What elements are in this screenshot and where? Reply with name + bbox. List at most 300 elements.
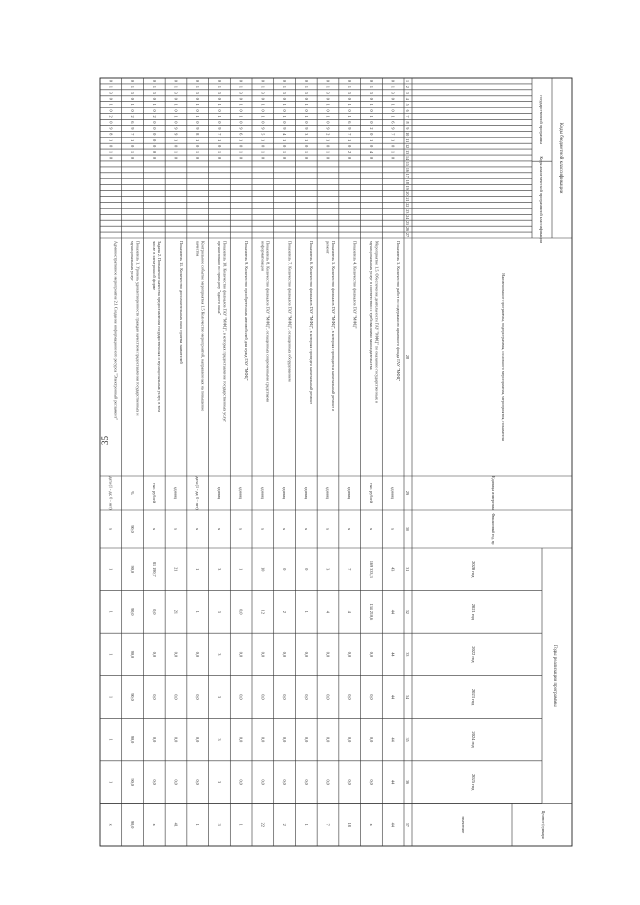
header-y2025: 2025 год bbox=[471, 774, 476, 791]
table-row-code: 3 bbox=[195, 91, 201, 94]
table-row-value: 0,0 bbox=[282, 736, 288, 743]
table-row-unit: тыс. рублей bbox=[368, 483, 374, 503]
table-row-code: 0 bbox=[108, 121, 114, 124]
table-row-code: 0 bbox=[238, 97, 244, 100]
column-number: 17 bbox=[405, 173, 410, 178]
table-row-code: 8 bbox=[108, 133, 114, 136]
table-row-code: 0 bbox=[238, 145, 244, 148]
table-row-code: 0 bbox=[390, 79, 396, 83]
table-row-value: 0,0 bbox=[325, 694, 331, 700]
table-row-code: 1 bbox=[368, 85, 374, 88]
table-row-code: 0 bbox=[303, 97, 309, 100]
header-y2021: 2021 год bbox=[471, 603, 476, 620]
table-row-unit: дата (1 - да; 0 - нет) bbox=[108, 476, 114, 510]
table-border bbox=[100, 78, 572, 846]
table-row-fin: х bbox=[390, 527, 396, 531]
table-row-value: 0,0 bbox=[303, 694, 309, 700]
table-row-code: 0 bbox=[108, 145, 114, 148]
table-row-code: 1 bbox=[216, 85, 222, 88]
table-row-code: 0 bbox=[260, 145, 266, 148]
table-row-code: 0 bbox=[368, 97, 374, 100]
table-row-code: 1 bbox=[347, 85, 353, 88]
table-row-value: 0,0 bbox=[173, 694, 179, 700]
table-row-value: 10 bbox=[260, 567, 266, 572]
table-row-code: 3 bbox=[303, 133, 309, 136]
table-row-value: 0,0 bbox=[151, 651, 157, 658]
table-row-value: 0,0 bbox=[195, 651, 201, 658]
table-row-code: 0 bbox=[260, 79, 266, 83]
table-row-fin: х bbox=[216, 527, 222, 531]
table-row-code: 0 bbox=[216, 79, 222, 83]
table-row-code: 0 bbox=[282, 156, 288, 160]
table-row-code: 0 bbox=[238, 156, 244, 160]
table-row-code: 1 bbox=[282, 103, 288, 106]
table-rotated-group bbox=[100, 78, 572, 846]
table-row-value: 7 bbox=[325, 823, 331, 826]
table-row-code: 6 bbox=[238, 133, 244, 136]
table-row-code: 0 bbox=[130, 97, 136, 100]
table-row-value: 0,0 bbox=[151, 609, 157, 615]
table-row-code: 7 bbox=[216, 133, 222, 136]
table-row-code: 3 bbox=[216, 91, 222, 94]
column-number: 20 bbox=[405, 191, 410, 196]
table-row-value: 0,0 bbox=[282, 651, 288, 658]
table-row-code: 7 bbox=[347, 133, 353, 136]
table-row-code: 1 bbox=[108, 151, 114, 154]
table-row-code: 0 bbox=[347, 97, 353, 100]
table-row-value: 1 bbox=[303, 823, 309, 826]
table-row-name: Показатель 8. Количество филиалов ГАУ "МФЦ", оснащенных современными средствамиинформатизации bbox=[260, 241, 271, 403]
table-row-code: 1 bbox=[173, 103, 179, 106]
table-row-code: 2 bbox=[130, 115, 136, 118]
table-row-value: 21 bbox=[173, 567, 179, 572]
table-row-unit: единиц bbox=[238, 486, 244, 500]
table-row-code: 3 bbox=[260, 91, 266, 94]
table-row-code: 0 bbox=[368, 156, 374, 160]
table-row-code: 0 bbox=[368, 145, 374, 148]
table-row-code: 0 bbox=[130, 145, 136, 148]
header-y2024: 2024 год bbox=[471, 731, 476, 748]
table-row-value: 169 333,3 bbox=[368, 560, 374, 578]
table-row-code: 1 bbox=[303, 151, 309, 154]
table-row-code: 2 bbox=[151, 115, 157, 118]
column-number: 2 bbox=[405, 85, 410, 88]
column-number: 30 bbox=[405, 527, 410, 531]
table-row-value: 44 bbox=[390, 652, 396, 657]
table-row-value: 0,0 bbox=[173, 736, 179, 743]
table-row-code: 0 bbox=[130, 79, 136, 83]
column-number: 6 bbox=[405, 109, 410, 112]
table-row-value: 1 bbox=[303, 610, 309, 613]
table-row-code: 2 bbox=[325, 133, 331, 136]
table-row-name: Показатель 5. Количество филиалов ГАУ "МФЦ", в которых проводится капитальный ремонт иремонт bbox=[325, 241, 336, 412]
table-row-code: 1 bbox=[303, 103, 309, 106]
table-row-name: Показатель 6. Количество филиалов ГАУ "МФЦ", в которых проведен капитальный ремонт bbox=[309, 241, 315, 405]
column-number: 25 bbox=[405, 221, 410, 226]
table-row-code: 0 bbox=[108, 97, 114, 100]
table-row-code: 0 bbox=[151, 151, 157, 154]
table-row-code: 1 bbox=[173, 85, 179, 88]
table-row-code: 0 bbox=[260, 156, 266, 160]
table-row-code: 1 bbox=[260, 115, 266, 118]
table-row-value: 2 bbox=[282, 610, 288, 613]
table-row-code: 3 bbox=[282, 91, 288, 94]
header-fin: Финансовый год, пр bbox=[491, 513, 495, 545]
table-row-code: 7 bbox=[130, 133, 136, 136]
table-row-code: 0 bbox=[151, 127, 157, 130]
table-row-code: 3 bbox=[173, 91, 179, 94]
table-row-value: 7 bbox=[347, 568, 353, 571]
table-row-value: 3 bbox=[216, 568, 222, 571]
table-row-code: 0 bbox=[303, 121, 309, 124]
column-number: 19 bbox=[405, 185, 410, 190]
table-row-value: х bbox=[368, 823, 374, 826]
column-number: 13 bbox=[405, 150, 410, 155]
table-row-value: 0,0 bbox=[347, 694, 353, 700]
table-row-code: 6 bbox=[347, 121, 353, 124]
table-row-code: 7 bbox=[390, 133, 396, 136]
table-row-value: 21 bbox=[173, 609, 179, 614]
table-row-code: 2 bbox=[108, 115, 114, 118]
table-row-fin: х bbox=[325, 527, 331, 531]
table-row-value: 0,0 bbox=[325, 779, 331, 785]
table-row-code: 0 bbox=[282, 121, 288, 124]
table-row-value: 43 bbox=[390, 567, 396, 572]
table-row-value: 1 bbox=[108, 781, 114, 784]
table-row-value: 0,0 bbox=[173, 651, 179, 658]
table-row-code: 0 bbox=[260, 97, 266, 100]
table-row-code: 0 bbox=[282, 145, 288, 148]
table-row-value: 3 bbox=[216, 738, 222, 741]
table-row-fin: х bbox=[108, 527, 114, 531]
table-row-code: 0 bbox=[173, 109, 179, 112]
table-row-unit: единиц bbox=[173, 486, 179, 500]
table-row-value: 0 bbox=[282, 568, 288, 571]
table-row-fin: х bbox=[238, 527, 244, 531]
table-row-code: 1 bbox=[130, 103, 136, 106]
table-row-value: 90,0 bbox=[130, 565, 136, 573]
table-row-code: 1 bbox=[260, 85, 266, 88]
header-gos: государственной программы bbox=[539, 95, 544, 145]
table-row-code: 0 bbox=[282, 79, 288, 83]
table-row-code: 1 bbox=[282, 139, 288, 142]
table-row-code: 1 bbox=[130, 151, 136, 154]
table-row-value: 0,0 bbox=[368, 651, 374, 658]
table-row-value: 0,0 bbox=[282, 779, 288, 785]
table-row-fin: х bbox=[260, 527, 266, 531]
table-row-value: 0,0 bbox=[368, 736, 374, 743]
table-row-code: 1 bbox=[151, 103, 157, 106]
table-row-code: 0 bbox=[238, 79, 244, 83]
table-row-code: 1 bbox=[130, 139, 136, 142]
table-row-value: х bbox=[151, 823, 157, 826]
table-row-value: 0,0 bbox=[347, 779, 353, 785]
table-row-code: 0 bbox=[368, 79, 374, 83]
column-number: 22 bbox=[405, 203, 410, 208]
table-row-value: 0,0 bbox=[195, 694, 201, 700]
column-number: 27 bbox=[405, 233, 410, 238]
table-row-code: 1 bbox=[108, 139, 114, 142]
page-number: 35 bbox=[100, 436, 110, 445]
table-row-code: 1 bbox=[195, 139, 201, 142]
table-row-value: 1 bbox=[108, 738, 114, 741]
table-row-code: 0 bbox=[238, 109, 244, 112]
table-row-code: 1 bbox=[216, 151, 222, 154]
table-row-code: 3 bbox=[368, 91, 374, 94]
table-row-code: 1 bbox=[238, 115, 244, 118]
table-row-value: 22 bbox=[260, 822, 266, 827]
column-number: 18 bbox=[405, 179, 410, 184]
column-number: 35 bbox=[405, 737, 410, 742]
table-row-code: 1 bbox=[238, 139, 244, 142]
table-row-code: 2 bbox=[347, 151, 353, 154]
table-row-value: 0,0 bbox=[260, 779, 266, 785]
table-row-code: 0 bbox=[303, 109, 309, 112]
table-row-code: 0 bbox=[303, 145, 309, 148]
column-number: 7 bbox=[405, 115, 410, 118]
table-row-code: 5 bbox=[260, 133, 266, 136]
table-row-code: 0 bbox=[347, 156, 353, 160]
table-row-value: 0,0 bbox=[151, 779, 157, 785]
table-row-name: Показатель 1. Уровень удовлетворенности граждан качеством предоставления государственных имуниципальных услуг bbox=[130, 241, 141, 416]
table-row-code: 1 bbox=[238, 85, 244, 88]
header-kbk: Коды бюджетной классификации bbox=[558, 122, 563, 194]
table-row-unit: тыс. рублей bbox=[151, 483, 157, 503]
table-row-fin: х bbox=[347, 527, 353, 531]
header-y2020: 2020 год bbox=[471, 561, 476, 578]
table-row-code: 1 bbox=[108, 85, 114, 88]
table-row-code: 1 bbox=[108, 103, 114, 106]
column-number: 15 bbox=[405, 161, 410, 166]
table-row-value: 41 bbox=[173, 822, 179, 827]
table-row-name: Показатель 3. Количество работ по содержанию архивного фонда ГАУ "МФЦ" bbox=[396, 241, 401, 382]
table-row-code: 0 bbox=[151, 156, 157, 160]
table-row-code: 1 bbox=[260, 103, 266, 106]
table-row-code: 1 bbox=[216, 139, 222, 142]
table-row-code: 0 bbox=[368, 133, 374, 136]
table-row-code: 0 bbox=[130, 109, 136, 112]
table-row-value: 44 bbox=[390, 780, 396, 785]
table-row-value: 1 bbox=[195, 823, 201, 826]
table-row-value: 90,0 bbox=[130, 735, 136, 744]
table-row-name: Показатель 10. Количество филиалов ГАУ "МФЦ", в которых предоставление государственных услугорганизовано по принципу "одного окна" bbox=[217, 241, 228, 423]
table-row-fin: 90,0 bbox=[130, 525, 136, 533]
table-row-value: 0,0 bbox=[195, 779, 201, 785]
table-row-value: 90,0 bbox=[130, 693, 136, 701]
column-number: 5 bbox=[405, 103, 410, 106]
table-row-value: 4 bbox=[347, 610, 353, 613]
table-row-value: 44 bbox=[390, 822, 396, 827]
table-row-value: 0,0 bbox=[173, 779, 179, 785]
column-number: 11 bbox=[405, 138, 410, 143]
column-number: 10 bbox=[405, 132, 410, 137]
table-row-code: 0 bbox=[195, 145, 201, 148]
table-row-value: 0,0 bbox=[238, 779, 244, 785]
column-number: 16 bbox=[405, 167, 410, 172]
table-row-value: 44 bbox=[390, 737, 396, 742]
table-row-code: 1 bbox=[216, 115, 222, 118]
table-row-code: 1 bbox=[368, 103, 374, 106]
table-row-code: 3 bbox=[347, 91, 353, 94]
header-kbk-sub: Коды аналитической программной классификации bbox=[539, 156, 544, 243]
table-row-code: 1 bbox=[303, 85, 309, 88]
table-row-code: 9 bbox=[238, 127, 244, 130]
table-row-code: 9 bbox=[216, 127, 222, 130]
table-row-value: 44 bbox=[390, 609, 396, 614]
table-row-code: 1 bbox=[325, 151, 331, 154]
table-row-value: 0,0 bbox=[260, 736, 266, 743]
table-row-code: 0 bbox=[151, 139, 157, 142]
table-row-code: 1 bbox=[282, 85, 288, 88]
table-row-code: 0 bbox=[195, 121, 201, 124]
table-row-unit: единиц bbox=[325, 486, 331, 500]
table-row-code: 0 bbox=[195, 156, 201, 160]
table-row-value: 90,0 bbox=[130, 650, 136, 659]
table-row-code: 3 bbox=[151, 91, 157, 94]
column-number: 23 bbox=[405, 209, 410, 214]
table-row-value: 90,0 bbox=[130, 608, 136, 616]
table-row-code: 1 bbox=[195, 85, 201, 88]
table-row-value: 0,0 bbox=[347, 651, 353, 658]
column-number: 28 bbox=[405, 355, 410, 359]
table-row-code: 0 bbox=[347, 109, 353, 112]
table-row-value: 2 bbox=[282, 823, 288, 826]
table-row-value: 0,0 bbox=[368, 779, 374, 785]
table-row-code: 0 bbox=[108, 109, 114, 112]
table-row-code: 0 bbox=[151, 145, 157, 148]
table-row-unit: дата (1 - да; 0 - нет) bbox=[195, 476, 201, 510]
table-row-code: 9 bbox=[347, 127, 353, 130]
table-row-code: 0 bbox=[216, 145, 222, 148]
column-number: 8 bbox=[405, 121, 410, 124]
table-row-value: 0,0 bbox=[303, 651, 309, 658]
column-number: 26 bbox=[405, 227, 410, 232]
table-row-code: 0 bbox=[195, 79, 201, 83]
table-row-code: 1 bbox=[390, 115, 396, 118]
table-row-code: 1 bbox=[303, 115, 309, 118]
table-row-code: 0 bbox=[390, 156, 396, 160]
table-row-value: 0,0 bbox=[151, 736, 157, 743]
table-row-code: 0 bbox=[195, 97, 201, 100]
header-years: Годы реализации программы bbox=[552, 644, 557, 707]
table-row-value: 1 bbox=[108, 610, 114, 613]
table-row-fin: х bbox=[303, 527, 309, 531]
table-row-value: 0,0 bbox=[303, 779, 309, 785]
table-row-code: 9 bbox=[260, 127, 266, 130]
table-row-unit: единиц bbox=[216, 486, 222, 500]
table-row-code: 1 bbox=[130, 85, 136, 88]
table-row-code: 3 bbox=[108, 91, 114, 94]
table-row-name: Показатель 7. Количество филиалов ГАУ "МФЦ", оснащенных оборудованием bbox=[287, 241, 293, 382]
table-row-code: 0 bbox=[282, 109, 288, 112]
table-row-unit: единиц bbox=[347, 486, 353, 500]
table-row-code: 4 bbox=[282, 133, 288, 136]
table-row-code: 0 bbox=[216, 156, 222, 160]
table-row-value: 0,0 bbox=[238, 694, 244, 700]
column-number: 14 bbox=[405, 156, 410, 160]
column-number: 34 bbox=[405, 695, 410, 699]
table-row-code: 3 bbox=[130, 91, 136, 94]
table-row-code: 0 bbox=[390, 109, 396, 112]
header-name: Наименование программы, подпрограммы, основного мероприятия, мероприятия, показателя bbox=[501, 273, 506, 441]
table-row-code: 3 bbox=[303, 91, 309, 94]
table-row-value: 1 bbox=[238, 823, 244, 826]
table-row-code: 1 bbox=[282, 115, 288, 118]
table-row-code: 1 bbox=[151, 85, 157, 88]
table-row-code: 0 bbox=[216, 121, 222, 124]
table-row-value: 12 bbox=[260, 609, 266, 614]
table-row-code: 1 bbox=[195, 151, 201, 154]
table-row-code: 1 bbox=[195, 103, 201, 106]
column-number: 3 bbox=[405, 91, 410, 94]
table-row-code: 0 bbox=[325, 79, 331, 83]
table-row-fin: х bbox=[151, 527, 157, 531]
table-row-code: 1 bbox=[390, 85, 396, 88]
table-row-code: 9 bbox=[282, 127, 288, 130]
table-row-code: 0 bbox=[390, 97, 396, 100]
header-y2022: 2022 год bbox=[471, 646, 476, 663]
table-row-code: 9 bbox=[173, 127, 179, 130]
header-y2023: 2023 год bbox=[471, 688, 476, 706]
table-row-code: 2 bbox=[368, 127, 374, 130]
table-row-code: 9 bbox=[130, 127, 136, 130]
table-row-value: 1 bbox=[195, 610, 201, 613]
table-row-code: 3 bbox=[325, 91, 331, 94]
table-row-code: 0 bbox=[130, 156, 136, 160]
table-row-code: 1 bbox=[347, 139, 353, 142]
header-value: значение bbox=[461, 816, 466, 834]
table-row-value: 3 bbox=[216, 610, 222, 613]
table-row-code: 1 bbox=[173, 115, 179, 118]
table-row-code: 0 bbox=[282, 97, 288, 100]
table-row-code: 1 bbox=[347, 103, 353, 106]
table-row-code: 0 bbox=[260, 121, 266, 124]
table-row-code: 0 bbox=[195, 109, 201, 112]
table-row-code: 9 bbox=[325, 127, 331, 130]
table-row-value: 4 bbox=[325, 610, 331, 613]
table-row-unit: единиц bbox=[303, 486, 309, 500]
table-row-code: 1 bbox=[368, 115, 374, 118]
table-row-value: 81 190,7 bbox=[151, 561, 157, 577]
table-row-value: 1 bbox=[108, 653, 114, 656]
table-row-value: 3 bbox=[216, 823, 222, 826]
table-row-code: 1 bbox=[390, 139, 396, 142]
table-row-code: 0 bbox=[151, 121, 157, 124]
table-row-code: 0 bbox=[173, 145, 179, 148]
table-row-code: 1 bbox=[390, 151, 396, 154]
table-row-name: Мероприятие 1.5. Обеспечение деятельности ГАУ "МФЦ" по оказанию государственных имуниципальных услуг в соответствии с требованиями законодательства bbox=[369, 241, 380, 404]
table-row-value: 90,0 bbox=[130, 821, 136, 829]
table-row-value: 0 bbox=[303, 568, 309, 571]
table-row-value: 0,0 bbox=[195, 736, 201, 743]
column-number: 32 bbox=[405, 609, 410, 614]
table-row-value: 0,0 bbox=[282, 694, 288, 700]
table-row-code: 0 bbox=[173, 79, 179, 83]
table-row-value: 1 bbox=[108, 568, 114, 571]
table-row-name: Показатель 11. Количество дополнительных окон приема заявителей bbox=[178, 241, 184, 364]
table-row-value: 44 bbox=[390, 694, 396, 700]
table-row-value: 0,0 bbox=[238, 609, 244, 615]
table-row-code: 0 bbox=[325, 145, 331, 148]
table-row-code: 0 bbox=[325, 97, 331, 100]
table-row-code: 1 bbox=[325, 115, 331, 118]
table-row-code: 9 bbox=[303, 127, 309, 130]
table-row-code: 9 bbox=[390, 127, 396, 130]
table-row-fin: х bbox=[368, 527, 374, 531]
table-row-unit: единиц bbox=[260, 486, 266, 500]
table-row-code: 0 bbox=[216, 97, 222, 100]
table-row-code: 0 bbox=[108, 79, 114, 83]
